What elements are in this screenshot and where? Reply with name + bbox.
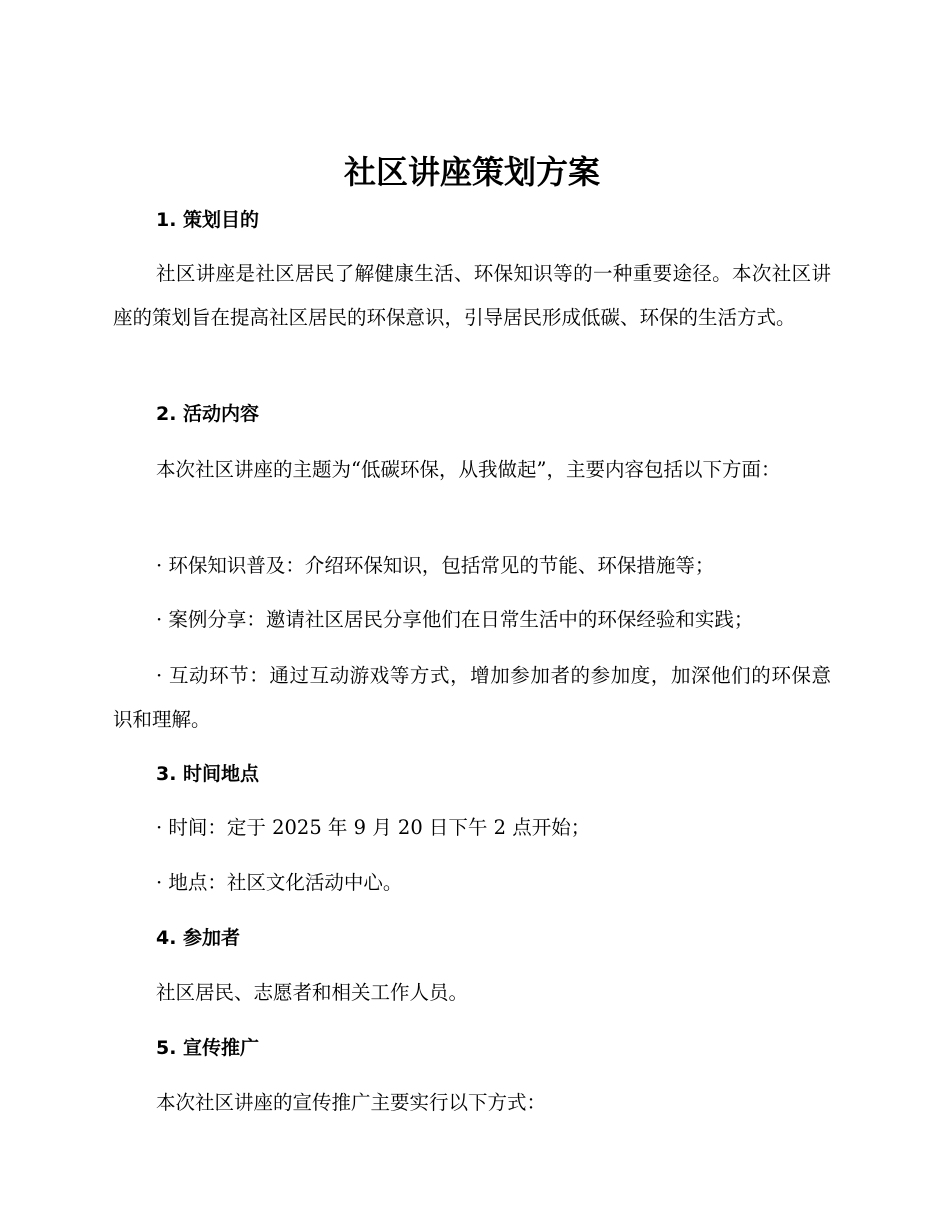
section-paragraph-participants: 社区居民、志愿者和相关工作人员。 <box>156 981 469 1004</box>
bullet-item-interaction: · 互动环节：通过互动游戏等方式，增加参加者的参加度，加深他们的环保意识和理解。 <box>113 664 831 731</box>
bullet-item-place: · 地点：社区文化活动中心。 <box>156 871 403 894</box>
section-heading-participants: 4. 参加者 <box>156 927 241 949</box>
section-paragraph-promotion: 本次社区讲座的宣传推广主要实行以下方式： <box>156 1091 547 1114</box>
bullet-item-time: · 时间：定于 2025 年 9 月 20 日下午 2 点开始； <box>156 816 591 839</box>
section-heading-time-place: 3. 时间地点 <box>156 763 260 785</box>
bullet-item-knowledge: · 环保知识普及：介绍环保知识，包括常见的节能、环保措施等； <box>156 554 715 577</box>
section-paragraph-content: 本次社区讲座的主题为“低碳环保，从我做起”，主要内容包括以下方面： <box>156 458 781 481</box>
section-paragraph-purpose: 社区讲座是社区居民了解健康生活、环保知识等的一种重要途径。本次社区讲座的策划旨在提高社区居民的环保意识，引导居民形成低碳、环保的生活方式。 <box>113 262 831 329</box>
section-heading-promotion: 5. 宣传推广 <box>156 1037 260 1059</box>
bullet-item-case-sharing: · 案例分享：邀请社区居民分享他们在日常生活中的环保经验和实践； <box>156 608 754 631</box>
section-heading-purpose: 1. 策划目的 <box>156 209 260 231</box>
section-heading-content: 2. 活动内容 <box>156 403 260 425</box>
document-title: 社区讲座策划方案 <box>343 153 600 191</box>
